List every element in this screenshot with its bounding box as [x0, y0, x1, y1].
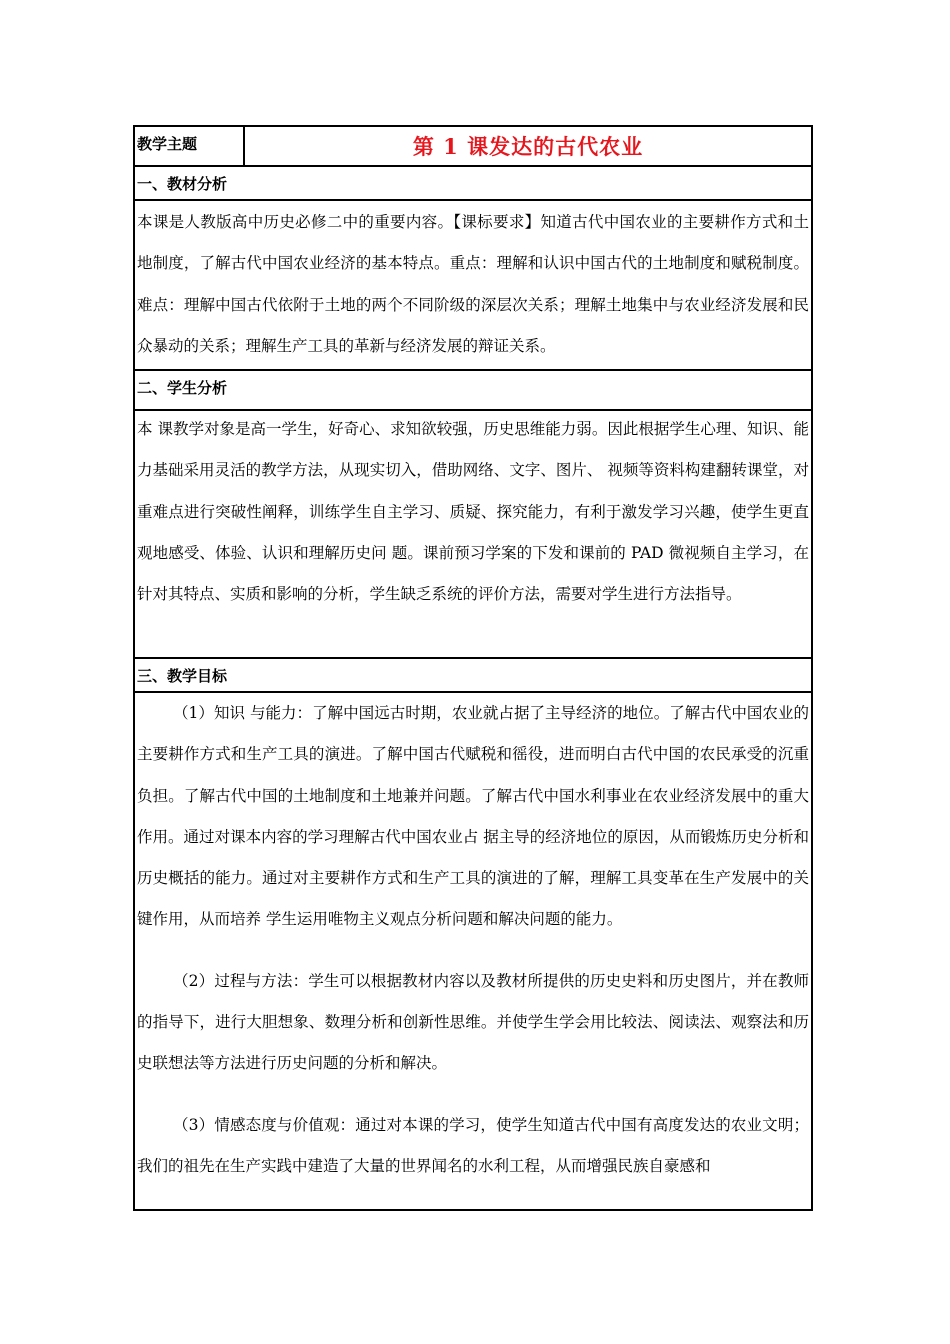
paragraph: （1）知识 与能力：了解中国远古时期，农业就占据了主导经济的地位。了解古代中国农业的主要耕作方式和生产工具的演进。了解中国古代赋税和徭役，进而明白古代中国的农民承受的沉重负担。了解古代中国的土地制度和土地兼并问题。了解古代中国水利事业在农业经济发展中的重大作用。通过对课本内容的学习理解古代中国农业占 据主导的经济地位的原因，从而锻炼历史分析和历史概括的能力。通过对主要耕作方式和生产工具的演进的了解，理解工具变革在生产发展中的关键作用，从而培养 学生运用唯物主义观点分析问题和解决问题的能力。 [137, 704, 809, 929]
table-header-row [135, 127, 811, 167]
section-heading-textbook-analysis [135, 167, 811, 201]
paragraph: （3）情感态度与价值观：通过对本课的学习，使学生知道古代中国有高度发达的农业文明；我们的祖先在生产实践中建造了大量的世界闻名的水利工程，从而增强民族自豪感和 [137, 1115, 809, 1175]
section-heading-student-analysis [135, 371, 811, 411]
paragraph-spacer [135, 1085, 811, 1105]
section-heading: 二、学生分析 [137, 379, 228, 397]
topic-label: 教学主题 [135, 127, 245, 165]
paragraph: 本课是人教版高中历史必修二中的重要内容。【课标要求】知道古代中国农业的主要耕作方式和土地制度，了解古代中国农业经济的基本特点。重点：理解和认识中国古代的土地制度和赋税制度。难点：理解中国古代依附于土地的两个不同阶级的深层次关系；理解土地集中与农业经济发展和民众暴动的关系；理解生产工具的革新与经济发展的辩证关系。 [137, 213, 809, 355]
paragraph-spacer [135, 941, 811, 961]
section-body-teaching-goals [135, 693, 811, 1213]
section-heading-teaching-goals [135, 659, 811, 693]
paragraph: （2）过程与方法：学生可以根据教材内容以及教材所提供的历史史料和历史图片，并在教师的指导下，进行大胆想象、数理分析和创新性思维。并使学生学会用比较法、阅读法、观察法和历史联想法等方法进行历史问题的分析和解决。 [137, 971, 809, 1073]
lesson-title: 第 1 课发达的古代农业 [412, 134, 644, 159]
section-heading: 三、教学目标 [137, 667, 228, 685]
lesson-plan-table [133, 125, 813, 1211]
section-body-student-analysis [135, 411, 811, 659]
section-body-textbook-analysis [135, 201, 811, 371]
section-heading: 一、教材分析 [137, 175, 228, 193]
paragraph: 本 课教学对象是高一学生，好奇心、求知欲较强，历史思维能力弱。因此根据学生心理、知识、能力基础采用灵活的教学方法，从现实切入，借助网络、文字、图片、 视频等资料构建翻转课堂，对重难点进行突破性阐释，训练学生自主学习、质疑、探究能力，有利于激发学习兴趣，使学生更直观地感受、体验、认识和理解历史问 题。课前预习学案的下发和课前的 PAD 微视频自主学习，在针对其特点、实质和影响的分析，学生缺乏系统的评价方法，需要对学生进行方法指导。 [137, 420, 809, 604]
